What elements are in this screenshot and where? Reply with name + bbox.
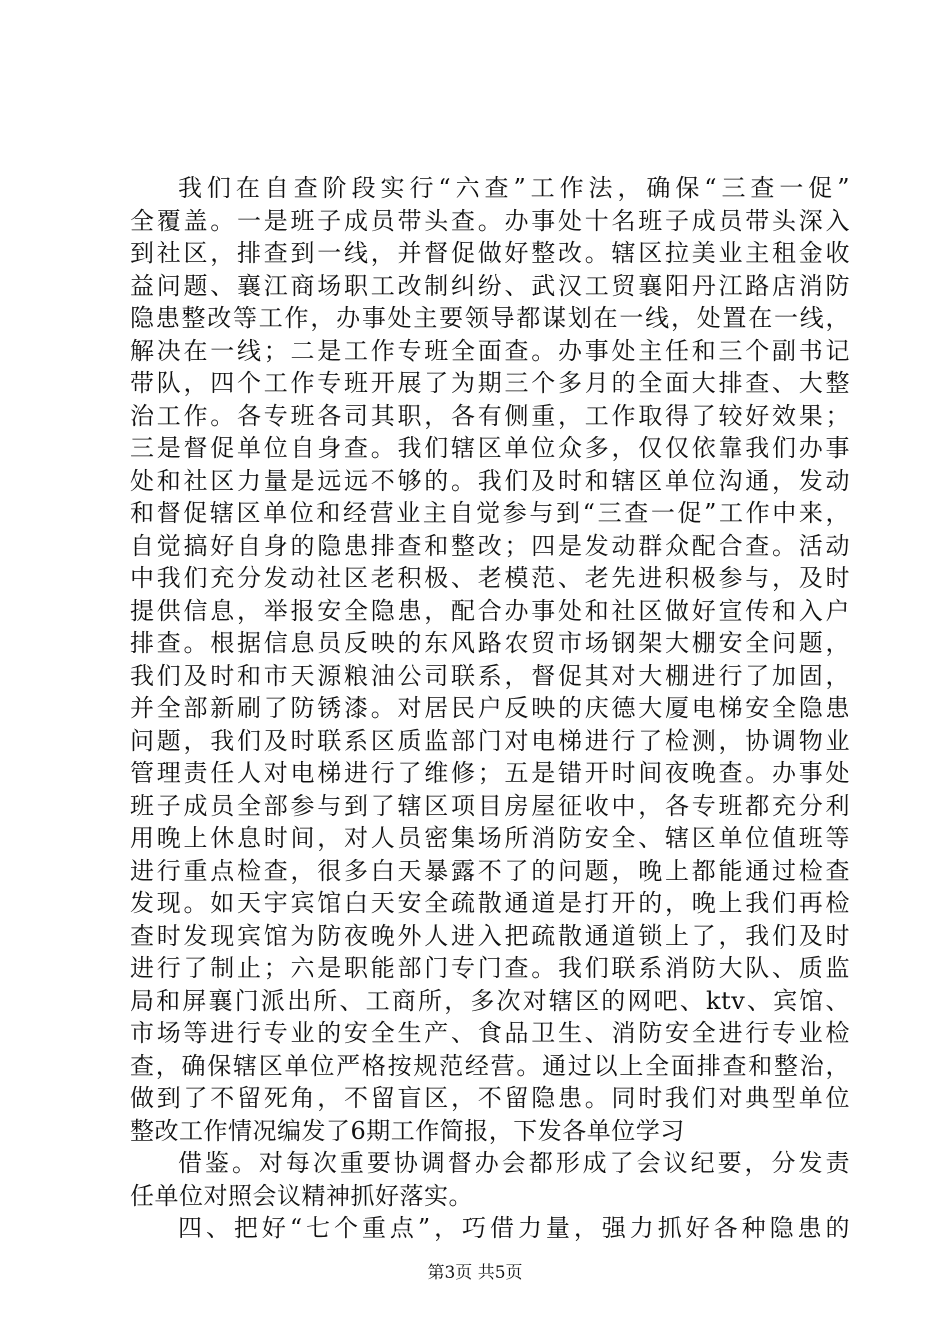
text-line: 整改工作情况编发了6期工作简报，下发各单位学习 xyxy=(130,1116,685,1145)
text-line: 借鉴。对每次重要协调督办会都形成了会议纪要，分发责 xyxy=(178,1149,850,1177)
text-line: 隐患整改等工作，办事处主要领导都谋划在一线，处置在一线， xyxy=(130,304,850,332)
text-line: 四、把好“七个重点”，巧借力量，强力抓好各种隐患的 xyxy=(178,1214,850,1242)
text-line: 中我们充分发动社区老积极、老模范、老先进积极参与，及时 xyxy=(130,564,850,592)
text-line: 发现。如天宇宾馆白天安全疏散通道是打开的，晚上我们再检 xyxy=(130,889,850,917)
text-line: 益问题、襄江商场职工改制纠纷、武汉工贸襄阳丹江路店消防 xyxy=(130,271,850,300)
text-line: 管理责任人对电梯进行了维修；五是错开时间夜晚查。办事处 xyxy=(130,759,850,787)
text-line: 自觉搞好自身的隐患排查和整改；四是发动群众配合查。活动 xyxy=(130,531,850,560)
text-line: 做到了不留死角，不留盲区，不留隐患。同时我们对典型单位 xyxy=(130,1084,850,1112)
text-line: 到社区，排查到一线，并督促做好整改。辖区拉美业主租金收 xyxy=(130,239,850,267)
text-line: 处和社区力量是远远不够的。我们及时和辖区单位沟通，发动 xyxy=(130,466,850,495)
text-line: 进行重点检查，很多白天暴露不了的问题，晚上都能通过检查 xyxy=(130,856,850,885)
text-line: 并全部新刷了防锈漆。对居民户反映的庆德大厦电梯安全隐患 xyxy=(130,694,850,722)
text-line: 班子成员全部参与到了辖区项目房屋征收中，各专班都充分利 xyxy=(130,791,850,820)
text-line: 查，确保辖区单位严格按规范经营。通过以上全面排查和整治， xyxy=(130,1051,850,1080)
text-line: 市场等进行专业的安全生产、食品卫生、消防安全进行专业检 xyxy=(130,1019,850,1047)
text-line: 三是督促单位自身查。我们辖区单位众多，仅仅依靠我们办事 xyxy=(130,434,850,462)
text-line: 任单位对照会议精神抓好落实。 xyxy=(130,1181,473,1210)
page-number-footer: 第3页 共5页 xyxy=(427,1263,523,1283)
text-line: 我们及时和市天源粮油公司联系，督促其对大棚进行了加固， xyxy=(130,661,850,690)
text-line: 提供信息，举报安全隐患，配合办事处和社区做好宣传和入户 xyxy=(130,596,850,625)
text-line: 进行了制止；六是职能部门专门查。我们联系消防大队、质监 xyxy=(130,954,850,982)
text-line: 我们在自查阶段实行“六查”工作法，确保“三查一促” xyxy=(178,174,850,202)
text-line: 局和屏襄门派出所、工商所，多次对辖区的网吧、ktv、宾馆、 xyxy=(130,986,850,1015)
document-body xyxy=(130,172,850,1245)
text-line: 全覆盖。一是班子成员带头查。办事处十名班子成员带头深入 xyxy=(130,206,850,235)
text-line: 用晚上休息时间，对人员密集场所消防安全、辖区单位值班等 xyxy=(130,824,850,852)
text-line: 排查。根据信息员反映的东风路农贸市场钢架大棚安全问题， xyxy=(130,629,850,657)
text-line: 查时发现宾馆为防夜晚外人进入把疏散通道锁上了，我们及时 xyxy=(130,921,850,950)
text-line: 问题，我们及时联系区质监部门对电梯进行了检测，协调物业 xyxy=(130,726,850,755)
text-line: 和督促辖区单位和经营业主自觉参与到“三查一促”工作中来， xyxy=(130,499,850,527)
text-line: 解决在一线；二是工作专班全面查。办事处主任和三个副书记 xyxy=(130,336,850,365)
text-line: 治工作。各专班各司其职，各有侧重，工作取得了较好效果； xyxy=(130,401,850,430)
text-line: 带队，四个工作专班开展了为期三个多月的全面大排查、大整 xyxy=(130,369,850,397)
